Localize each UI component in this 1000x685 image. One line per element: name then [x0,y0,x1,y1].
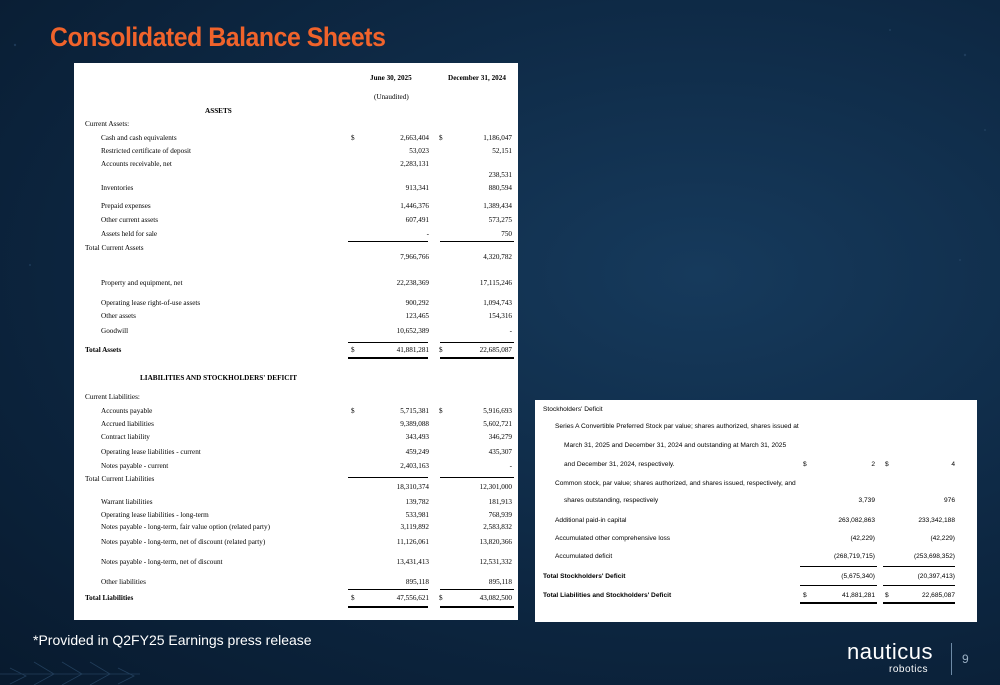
value-dec-2024: 233,342,188 [918,517,955,524]
value-dec-2024: 22,685,087 [921,592,955,599]
rule-line [440,241,514,242]
value-june-2025: 913,341 [405,184,429,192]
value-june-2025: 10,652,389 [396,327,429,335]
value-june-2025: 1,446,376 [400,202,429,210]
currency-symbol: $ [439,594,443,602]
rule-line [348,589,428,590]
value-june-2025: 2,283,131 [400,160,429,168]
rule-line [348,606,428,608]
row-label: Common stock, par value; shares authorized, and shares issued, respectively, and [555,480,796,487]
row-label: Current Liabilities: [85,393,140,401]
row-label: Series A Convertible Preferred Stock par value; shares authorized, shares issued at [555,423,799,430]
value-dec-2024: 1,389,434 [483,202,512,210]
logo-divider [951,643,952,675]
row-label: Contract liability [101,433,150,441]
balance-sheet-stockholders-deficit [535,400,977,622]
value-june-2025: 13,431,413 [396,558,429,566]
value-dec-2024: 181,913 [488,498,512,506]
value-dec-2024: 573,275 [488,216,512,224]
page-number: 9 [962,652,969,666]
row-label: Notes payable - long-term, net of discount (related party) [101,538,266,546]
currency-symbol: $ [803,461,807,468]
value-dec-2024: 52,151 [492,147,512,155]
row-label: Total Liabilities and Stockholders' Deficit [543,592,672,599]
value-dec-2024: 12,531,332 [479,558,512,566]
row-label: Accumulated other comprehensive loss [555,535,671,542]
rule-line [348,342,428,343]
value-june-2025: 3,739 [858,497,875,504]
logo-wordmark: nauticus [847,639,933,664]
rule-line [440,477,514,478]
value-june-2025: (5,675,340) [841,573,875,580]
value-dec-2024: - [509,327,512,335]
row-label: Prepaid expenses [101,202,151,210]
row-label: Accounts payable [101,407,153,415]
rule-line [440,357,514,359]
currency-symbol: $ [803,592,807,599]
value-june-2025: 3,119,892 [400,523,429,531]
row-label: Accrued liabilities [101,420,154,428]
currency-symbol: $ [351,407,355,415]
row-label: Other assets [101,312,136,320]
value-june-2025: 2 [871,461,875,468]
row-label: Operating lease right-of-use assets [101,299,201,307]
value-june-2025: 263,082,863 [838,517,875,524]
value-june-2025: - [426,230,429,238]
currency-symbol: $ [439,346,443,354]
value-dec-2024: (42,229) [930,535,955,542]
row-label: Notes payable - long-term, net of discount [101,558,223,566]
row-label: Notes payable - long-term, fair value option (related party) [101,523,271,531]
rule-line [883,602,955,604]
value-dec-2024: 768,939 [488,511,512,519]
value-dec-2024: 12,301,000 [479,483,512,491]
row-label: Goodwill [101,327,129,335]
value-dec-2024: (20,397,413) [917,573,955,580]
logo-subtext: robotics [888,664,928,675]
value-june-2025: 11,126,061 [396,538,429,546]
value-dec-2024: 4,320,782 [483,253,512,261]
value-dec-2024: 895,118 [488,578,512,586]
rule-line [800,602,877,604]
value-june-2025: 5,715,381 [400,407,429,415]
row-label: Total Current Liabilities [85,475,155,483]
row-label: Total Current Assets [85,244,144,252]
row-label: LIABILITIES AND STOCKHOLDERS' DEFICIT [140,374,298,382]
value-june-2025: 895,118 [405,578,429,586]
row-label: Total Stockholders' Deficit [543,573,626,580]
column-subheader-unaudited: (Unaudited) [374,93,409,101]
rule-line [440,589,514,590]
value-dec-2024: 1,094,743 [483,299,512,307]
row-label: Assets held for sale [101,230,158,238]
column-header-dec-31-2024: December 31, 2024 [448,74,506,82]
value-june-2025: 2,403,163 [400,462,429,470]
page-title: Consolidated Balance Sheets [50,22,386,52]
rule-line [440,342,514,343]
currency-symbol: $ [351,134,355,142]
rule-line [883,585,955,586]
value-dec-2024: (253,698,352) [913,553,955,560]
row-label: shares outstanding, respectively [564,497,659,504]
row-label: Warrant liabilities [101,498,153,506]
rule-line [348,241,428,242]
value-dec-2024: 22,685,087 [479,346,512,354]
row-label: Accumulated deficit [555,553,613,560]
currency-symbol: $ [439,407,443,415]
value-june-2025: 459,249 [405,448,429,456]
value-june-2025: 123,465 [405,312,429,320]
value-dec-2024: 880,594 [488,184,512,192]
currency-symbol: $ [351,594,355,602]
value-dec-2024: 976 [943,497,955,504]
row-label: Cash and cash equivalents [101,134,177,142]
value-dec-2024: 13,820,366 [479,538,512,546]
currency-symbol: $ [885,592,889,599]
rule-line [348,357,428,359]
row-label: Total Assets [85,346,122,354]
currency-symbol: $ [439,134,443,142]
value-dec-2024: 4 [951,461,955,468]
assets-heading: ASSETS [205,107,232,115]
row-label: Notes payable - current [101,462,169,470]
rule-line [800,585,877,586]
value-dec-2024: 5,916,693 [483,407,512,415]
row-label: Other current assets [101,216,159,224]
value-dec-2024: 5,602,721 [483,420,512,428]
value-dec-2024: 43,082,500 [479,594,512,602]
value-dec-2024: 346,279 [488,433,512,441]
value-dec-2024: 17,115,246 [479,279,512,287]
value-june-2025: (268,719,715) [833,553,875,560]
row-label: and December 31, 2024, respectively. [564,461,675,468]
row-label: March 31, 2025 and December 31, 2024 and outstanding at March 31, 2025 [564,442,787,449]
row-label: Additional paid-in capital [555,517,627,524]
footnote: *Provided in Q2FY25 Earnings press release [33,632,312,648]
value-june-2025: (42,229) [850,535,875,542]
row-label: Stockholders' Deficit [543,406,603,413]
row-label: Property and equipment, net [101,279,183,287]
value-june-2025: 41,881,281 [396,346,429,354]
value-june-2025: 343,493 [405,433,429,441]
value-dec-2024: 238,531 [488,171,512,179]
currency-symbol: $ [351,346,355,354]
value-dec-2024: 154,316 [488,312,512,320]
value-june-2025: 533,981 [405,511,429,519]
company-logo [840,641,940,675]
rule-line [883,566,955,567]
row-label: Inventories [101,184,134,192]
rule-line [348,477,428,478]
rule-line [800,566,877,567]
row-label: Operating lease liabilities - long-term [101,511,209,519]
value-june-2025: 7,966,766 [400,253,429,261]
row-label: Current Assets: [85,120,130,128]
currency-symbol: $ [885,461,889,468]
value-june-2025: 2,663,404 [400,134,429,142]
value-dec-2024: 2,583,832 [483,523,512,531]
row-label: Operating lease liabilities - current [101,448,201,456]
value-june-2025: 22,238,369 [396,279,429,287]
value-dec-2024: 435,307 [488,448,512,456]
value-june-2025: 53,023 [409,147,429,155]
row-label: Other liabilities [101,578,146,586]
value-june-2025: 47,556,621 [396,594,429,602]
value-june-2025: 139,782 [405,498,429,506]
value-june-2025: 18,310,374 [396,483,429,491]
row-label: Restricted certificate of deposit [101,147,192,155]
rule-line [440,606,514,608]
row-label: Accounts receivable, net [101,160,172,168]
value-june-2025: 900,292 [405,299,429,307]
value-dec-2024: 750 [501,230,512,238]
balance-sheet-assets-liabilities [74,63,518,620]
value-dec-2024: - [509,462,512,470]
column-header-june-30-2025: June 30, 2025 [370,74,412,82]
value-june-2025: 9,389,088 [400,420,429,428]
value-june-2025: 41,881,281 [841,592,875,599]
value-dec-2024: 1,186,047 [483,134,512,142]
row-label: Total Liabilities [85,594,134,602]
value-june-2025: 607,491 [405,216,429,224]
